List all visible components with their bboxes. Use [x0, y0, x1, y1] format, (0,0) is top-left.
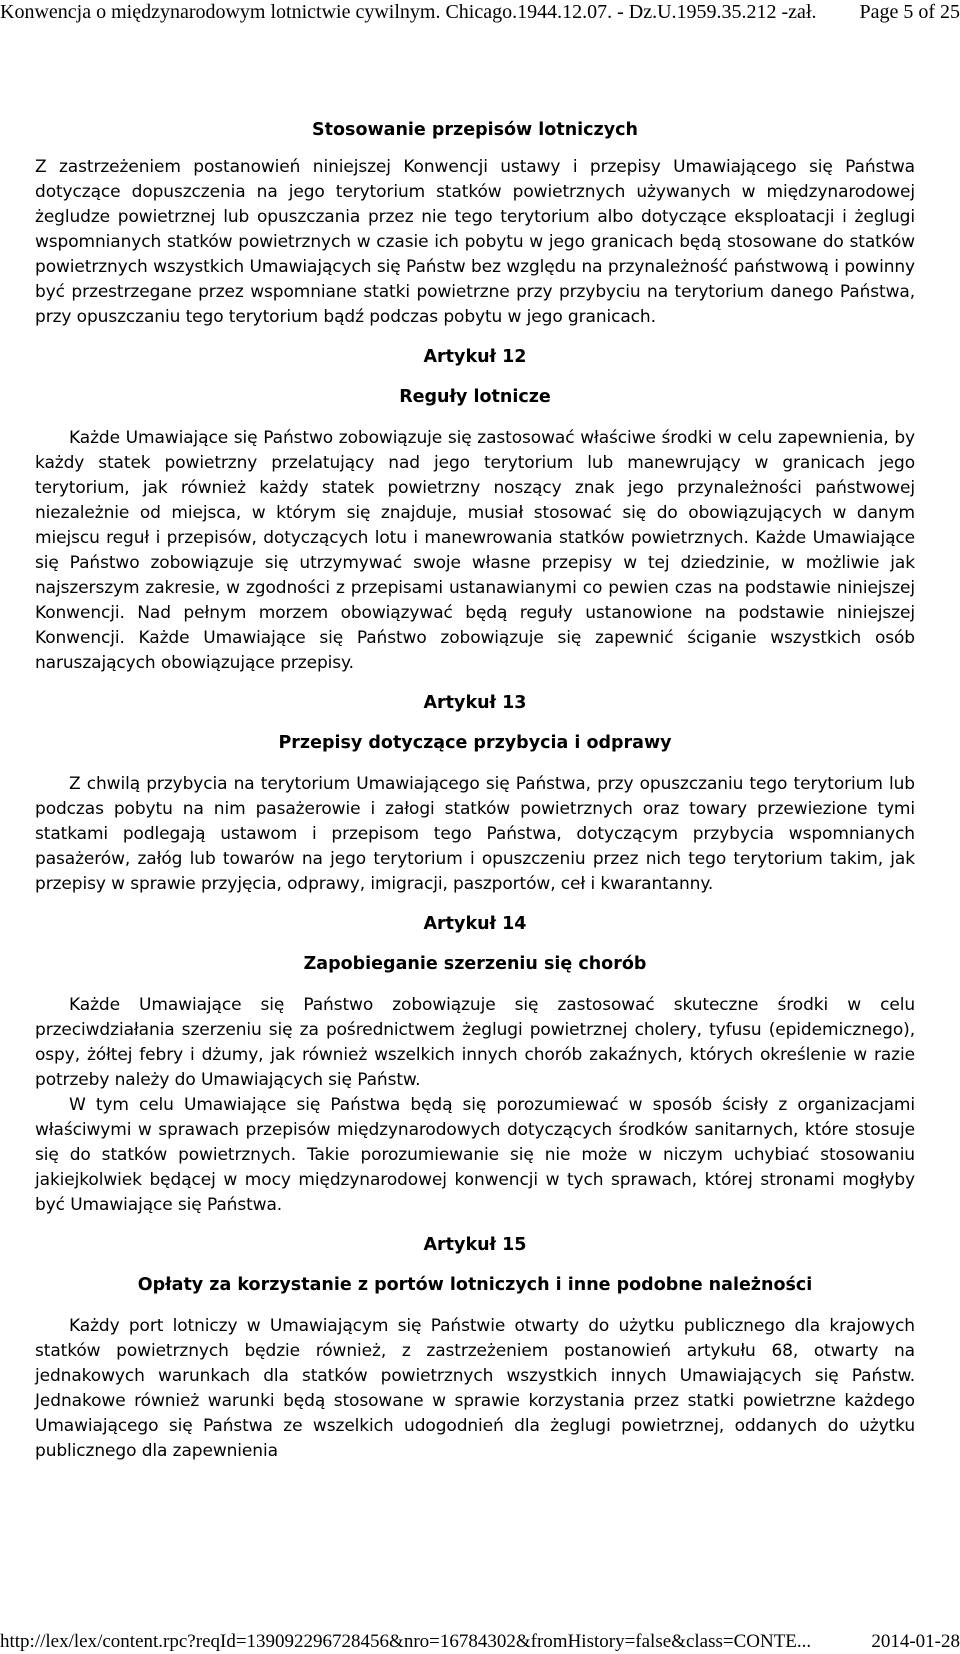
article-13-paragraph: Z chwilą przybycia na terytorium Umawiającego się Państwa, przy opuszczaniu tego terytorium lub podczas pobytu na nim pasażerowie i załogi statków powietrznych oraz towary przewiezione tymi statkami podlegają ustawom i przepisom tego Państwa, dotyczącym przybycia wspomnianych pasażerów, załóg lub towarów na jego terytorium i opuszczeniu przez nich tego terytorium takim, jak przepisy w sprawie przyjęcia, odprawy, imigracji, paszportów, ceł i kwarantanny. — [35, 774, 915, 894]
article-12-title: Reguły lotnicze — [399, 387, 551, 407]
article-14-number: Artykuł 14 — [423, 914, 527, 934]
article-12-number: Artykuł 12 — [423, 347, 527, 367]
footer-date: 2014-01-28 — [871, 1631, 960, 1652]
document-title: Konwencja o międzynarodowym lotnictwie cywilnym. Chicago.1944.12.07. - Dz.U.1959.35.212 -zał. — [0, 1, 817, 23]
section-title: Stosowanie przepisów lotniczych — [312, 120, 638, 140]
article-15-paragraph: Każdy port lotniczy w Umawiającym się Państwie otwarty do użytku publicznego dla krajowych statków powietrznych będzie również, z zastrzeżeniem postanowień artykułu 68, otwarty na jednakowych warunkach dla statków powietrznych wszystkich innych Umawiających się Państw. Jednakowe również warunki będą stosowane w sprawie korzystania przez statki powietrzne każdego Umawiającego się Państwa ze wszelkich udogodnień dla żeglugi powietrznej, oddanych do użytku publicznego dla zapewnienia — [35, 1316, 915, 1461]
page-number: Page 5 of 25 — [859, 1, 960, 23]
intro-paragraph: Z zastrzeżeniem postanowień niniejszej Konwencji ustawy i przepisy Umawiającego się Państwa dotyczące dopuszczenia na jego terytorium statków powietrznych używanych w międzynarodowej żegludze powietrznej lub opuszczania przez nie tego terytorium albo dotyczące eksploatacji i żeglugi wspomnianych statków powietrznych w czasie ich pobytu w jego granicach będą stosowane do statków powietrznych wszystkich Umawiających się Państw bez względu na przynależność państwową i powinny być przestrzegane przez wspomniane statki powietrzne przy przybyciu na terytorium danego Państwa, przy opuszczaniu tego terytorium bądź podczas pobytu w jego granicach. — [35, 157, 915, 327]
page-header — [0, 0, 960, 30]
article-15-number: Artykuł 15 — [423, 1235, 527, 1255]
article-15-title: Opłaty za korzystanie z portów lotniczych i inne podobne należności — [137, 1275, 813, 1295]
article-14-paragraph-2: W tym celu Umawiające się Państwa będą się porozumiewać w sposób ścisły z organizacjami właściwymi w sprawach przepisów międzynarodowych dotyczących środków sanitarnych, które stosuje się do statków powietrznych. Takie porozumiewanie się nie może w niczym uchybiać stosowaniu jakiejkolwiek będącej w mocy międzynarodowej konwencji w tych sprawach, której stronami mogłyby być Umawiające się Państwa. — [35, 1095, 915, 1215]
article-12-paragraph: Każde Umawiające się Państwo zobowiązuje się zastosować właściwe środki w celu zapewnienia, by każdy statek powietrzny przelatujący nad jego terytorium lub manewrujący w granicach jego terytorium, jak również każdy statek powietrzny noszący znak jego przynależności państwowej niezależnie od miejsca, w którym się znajduje, musiał stosować się do obowiązujących w danym miejscu reguł i przepisów, dotyczących lotu i manewrowania statków powietrznych. Każde Umawiające się Państwo zobowiązuje się utrzymywać swoje własne przepisy w tej dziedzinie, w możliwie jak najszerszym zakresie, w zgodności z przepisami ustanawianymi co pewien czas na podstawie niniejszej Konwencji. Nad pełnym morzem obowiązywać będą reguły ustanowione na podstawie niniejszej Konwencji. Każde Umawiające się Państwo zobowiązuje się zapewnić ściganie wszystkich osób naruszających obowiązujące przepisy. — [35, 428, 915, 673]
article-14-title: Zapobieganie szerzeniu się chorób — [303, 954, 647, 974]
document-body — [35, 118, 915, 1464]
article-13-number: Artykuł 13 — [423, 693, 527, 713]
footer-url: http://lex/lex/content.rpc?reqId=139092296728456&nro=16784302&fromHistory=false&class=CONTE... — [0, 1631, 812, 1652]
page-footer — [0, 1628, 960, 1654]
article-13-title: Przepisy dotyczące przybycia i odprawy — [278, 733, 672, 753]
article-14-paragraph-1: Każde Umawiające się Państwo zobowiązuje się zastosować skuteczne środki w celu przeciwdziałania szerzeniu się za pośrednictwem żeglugi powietrznej cholery, tyfusu (epidemicznego), ospy, żółtej febry i dżumy, jak również wszelkich innych chorób zakaźnych, których określenie w razie potrzeby należy do Umawiających się Państw. — [35, 995, 915, 1090]
